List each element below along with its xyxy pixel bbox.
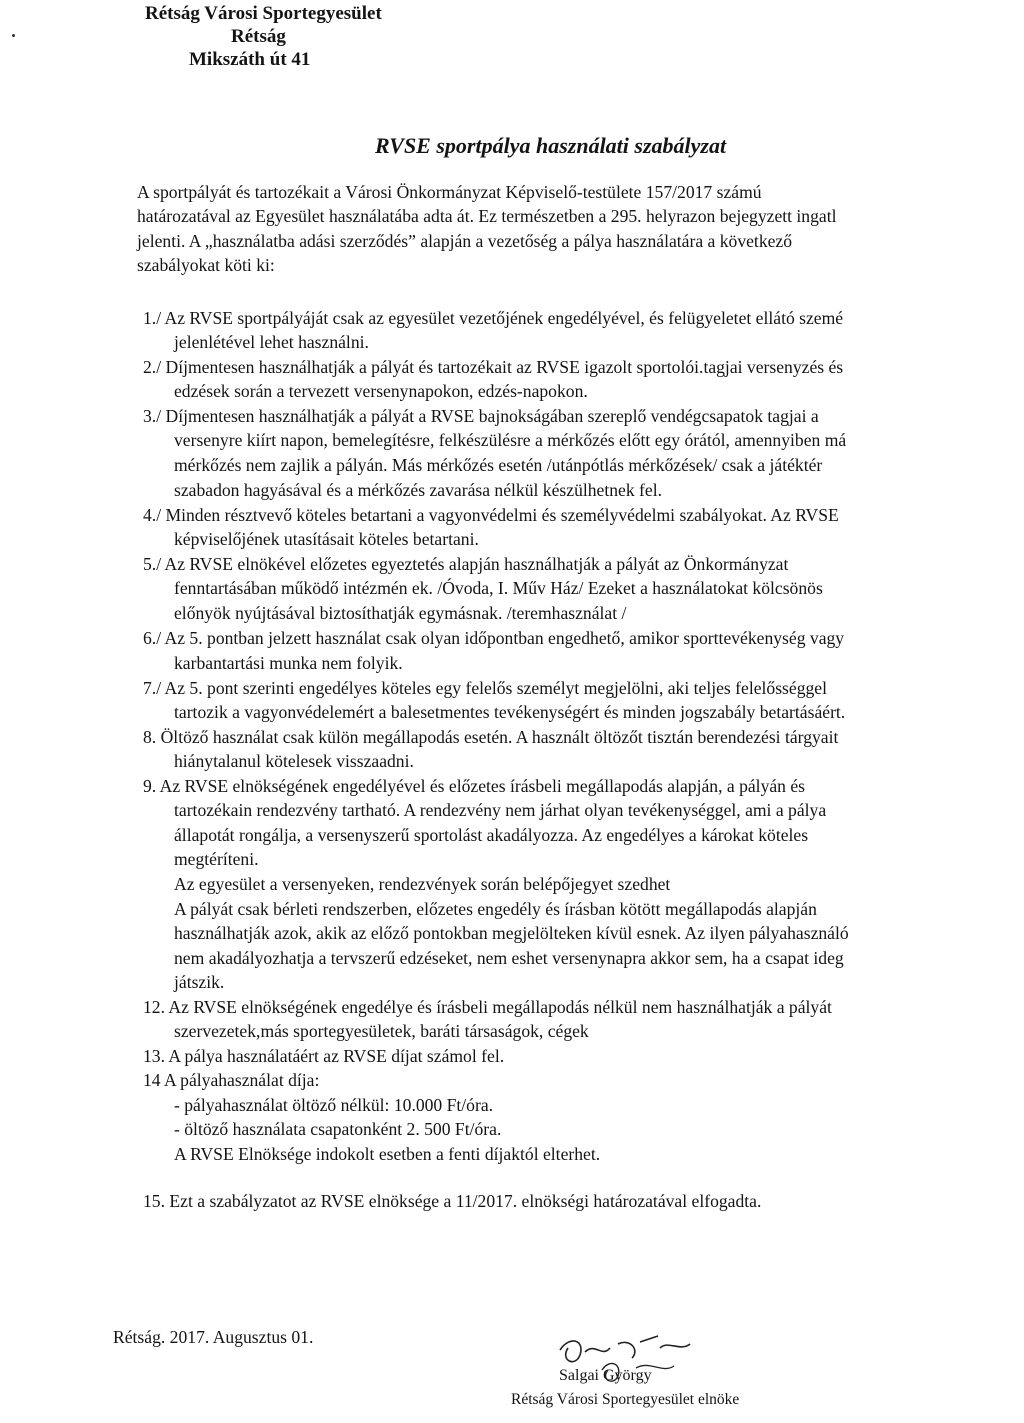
rule-line: versenyre kiírt napon, bemelegítésre, felkészülésre a mérkőzés előtt egy órától, amennyiben má	[174, 430, 847, 450]
rule-line: 2./ Díjmentesen használhatják a pályát és tartozékait az RVSE igazolt sportolói.tagjai versenyzés és	[143, 357, 844, 377]
rule-line: 3./ Díjmentesen használhatják a pályát a RVSE bajnokságában szereplő vendégcsapatok tagjai a	[143, 406, 819, 426]
signer-name: Salgai György	[559, 1367, 652, 1384]
rule-line: szabadon hagyásával és a mérkőzés zavarása nélkül készülhetnek fel.	[174, 480, 663, 500]
rule-line: tartozik a vagyonvédelemért a balesetmentes tevékenységért és minden jogszabály betartásáért.	[174, 702, 846, 722]
rule-line: edzések során a tervezett versenynapokon, edzés-napokon.	[174, 381, 588, 401]
rule-line: képviselőjének utasításait köteles betartani.	[174, 529, 479, 549]
rule-line: 9. Az RVSE elnökségének engedélyével és előzetes írásbeli megállapodás alapján, a pályán és	[143, 776, 806, 796]
rule-line: állapotát rongálja, a versenyszerű sportolást akadályozza. Az engedélyes a károkat köteles	[174, 825, 809, 845]
rule-line: 15. Ezt a szabályzatot az RVSE elnöksége a 11/2017. elnökségi határozatával elfogadta.	[143, 1191, 762, 1211]
rule-line: hiánytalanul kötelesek visszaadni.	[174, 751, 414, 771]
rule-line: szervezetek,más sportegyesületek, baráti társaságok, cégek	[174, 1021, 589, 1041]
rule-line: A RVSE Elnöksége indokolt esetben a fenti díjaktól elterhet.	[174, 1144, 601, 1164]
document-date: Rétság. 2017. Augusztus 01.	[113, 1327, 314, 1347]
intro-line: szabályokat köti ki:	[137, 255, 275, 275]
city: Rétság	[231, 26, 286, 47]
rule-line: játszik.	[174, 972, 225, 992]
intro-line: A sportpályát és tartozékait a Városi Önkormányzat Képviselő-testülete 157/2017 számú	[137, 182, 762, 202]
rule-line: A pályát csak bérleti rendszerben, előzetes engedély és írásban kötött megállapodás alapján	[174, 899, 817, 919]
org-name: Rétság Városi Sportegyesület	[145, 3, 382, 24]
rule-line: - öltöző használata csapatonként 2. 500 Ft/óra.	[174, 1119, 502, 1139]
speck-mark	[12, 34, 15, 37]
rule-line: mérkőzés nem zajlik a pályán. Más mérkőzés esetén /utánpótlás mérkőzések/ csak a játéktér	[174, 455, 823, 475]
rule-line: Az egyesület a versenyeken, rendezvények során belépőjegyet szedhet	[174, 874, 671, 894]
rule-line: használhatják azok, akik az előző pontokban megjelölteken kívül esnek. Az ilyen pályahasználó	[174, 923, 849, 943]
document-title: RVSE sportpálya használati szabályzat	[375, 133, 727, 158]
rule-line: jelenlétével lehet használni.	[174, 332, 369, 352]
signer-title: Rétság Városi Sportegyesület elnöke	[511, 1391, 740, 1408]
rule-line: tartozékain rendezvény tartható. A rendezvény nem járhat olyan tevékenységgel, ami a pálya	[174, 800, 827, 820]
intro-line: jelenti. A „használatba adási szerződés” alapján a vezetőség a pálya használatára a következő	[137, 231, 793, 251]
rule-line: előnyök nyújtásával biztosíthatják egymásnak. /teremhasználat /	[174, 603, 627, 623]
rule-line: nem akadályozhatja a tervszerű edzéseket, nem eshet versenynapra akkor sem, ha a csapat ideg	[174, 948, 844, 968]
address: Mikszáth út 41	[189, 49, 311, 70]
rule-line: 6./ Az 5. pontban jelzett használat csak olyan időpontban engedhető, amikor sporttevékenység vagy	[143, 628, 845, 648]
intro-line: határozatával az Egyesület használatába adta át. Ez természetben a 295. helyrazon bejegyzett ingatl	[137, 206, 837, 226]
rule-line: 12. Az RVSE elnökségének engedélye és írásbeli megállapodás nélkül nem használhatják a pályát	[143, 997, 832, 1017]
rule-line: megtéríteni.	[174, 849, 259, 869]
letterhead	[145, 2, 382, 71]
rule-line: karbantartási munka nem folyik.	[174, 653, 403, 673]
rule-line: 5./ Az RVSE elnökével előzetes egyeztetés alapján használhatják a pályát az Önkormányzat	[143, 554, 789, 574]
rule-line: 14 A pályahasználat díja:	[143, 1070, 320, 1090]
rule-line: fenntartásában működő intézmén ek. /Óvoda, I. Műv Ház/ Ezeket a használatokat kölcsönös	[174, 578, 823, 598]
rule-line: 7./ Az 5. pont szerinti engedélyes köteles egy felelős személyt megjelölni, aki teljes felelősséggel	[143, 678, 827, 698]
rule-line: - pályahasználat öltöző nélkül: 10.000 Ft/óra.	[174, 1095, 494, 1115]
rule-line: 8. Öltöző használat csak külön megállapodás esetén. A használt öltözőt tisztán berendezési tárgyait	[143, 727, 839, 747]
rule-line: 13. A pálya használatáért az RVSE díjat számol fel.	[143, 1046, 505, 1066]
rule-line: 4./ Minden résztvevő köteles betartani a vagyonvédelmi és személyvédelmi szabályokat. Az RVSE	[143, 505, 839, 525]
rule-line: 1./ Az RVSE sportpályáját csak az egyesület vezetőjének engedélyével, és felügyeletet ellátó szemé	[143, 308, 844, 328]
